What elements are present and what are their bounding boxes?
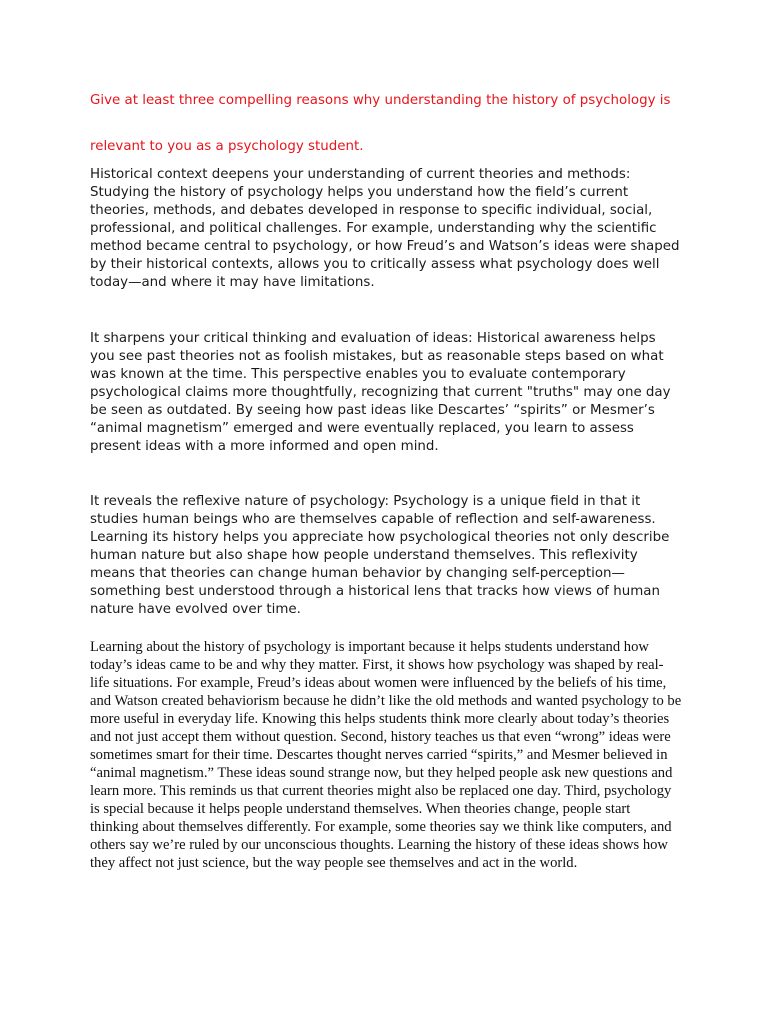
prompt-line-1: Give at least three compelling reasons why understanding the history of psychology is (90, 93, 671, 108)
prompt-line-2: relevant to you as a psychology student. (90, 139, 364, 154)
paragraph-reflexive-nature: It reveals the reflexive nature of psychology: Psychology is a unique field in that it studies human beings who are themselves capable of reflection and self-awareness. Learning its history helps you appreciate how psychological theories not only describe human nature but also shape how people understand themselves. This reflexivity means that theories can change human behavior by changing self-perception—something best understood through a historical lens that tracks how views of human nature have evolved over time. (90, 494, 670, 617)
paragraph-historical-context: Historical context deepens your understanding of current theories and methods: Studying the history of psychology helps you understand how the field’s current theories, methods, and debates developed in response to specific individual, social, professional, and political challenges. For example, understanding why the scientific method became central to psychology, or how Freud’s and Watson’s ideas were shaped by their historical contexts, allows you to critically assess what psychology does well today—and where it may have limitations. (90, 167, 680, 290)
paragraph-summary: Learning about the history of psychology is important because it helps students understand how today’s ideas came to be and why they matter. First, it shows how psychology was shaped by real-life situations. For example, Freud’s ideas about women were influenced by the beliefs of his time, and Watson created behaviorism because he didn’t like the old methods and wanted psychology to be more useful in everyday life. Knowing this helps students think more clearly about today’s theories and not just accept them without question. Second, history teaches us that even “wrong” ideas were sometimes smart for their time. Descartes thought nerves carried “spirits,” and Mesmer believed in “animal magnetism.” These ideas sound strange now, but they helped people ask new questions and learn more. This reminds us that current theories might also be replaced one day. Third, psychology is special because it helps people understand themselves. When theories change, people start thinking about themselves differently. For example, some theories say we think like computers, and others say we’re ruled by our unconscious thoughts. Learning the history of these ideas shows how they affect not just science, but the way people see themselves and act in the world. (90, 639, 682, 871)
paragraph-critical-thinking: It sharpens your critical thinking and evaluation of ideas: Historical awareness helps you see past theories not as foolish mistakes, but as reasonable steps based on what was known at the time. This perspective enables you to evaluate contemporary psychological claims more thoughtfully, recognizing that current "truths" may one day be seen as outdated. By seeing how past ideas like Descartes’ “spirits” or Mesmer’s “animal magnetism” emerged and were eventually replaced, you learn to assess present ideas with a more informed and open mind. (90, 331, 671, 454)
